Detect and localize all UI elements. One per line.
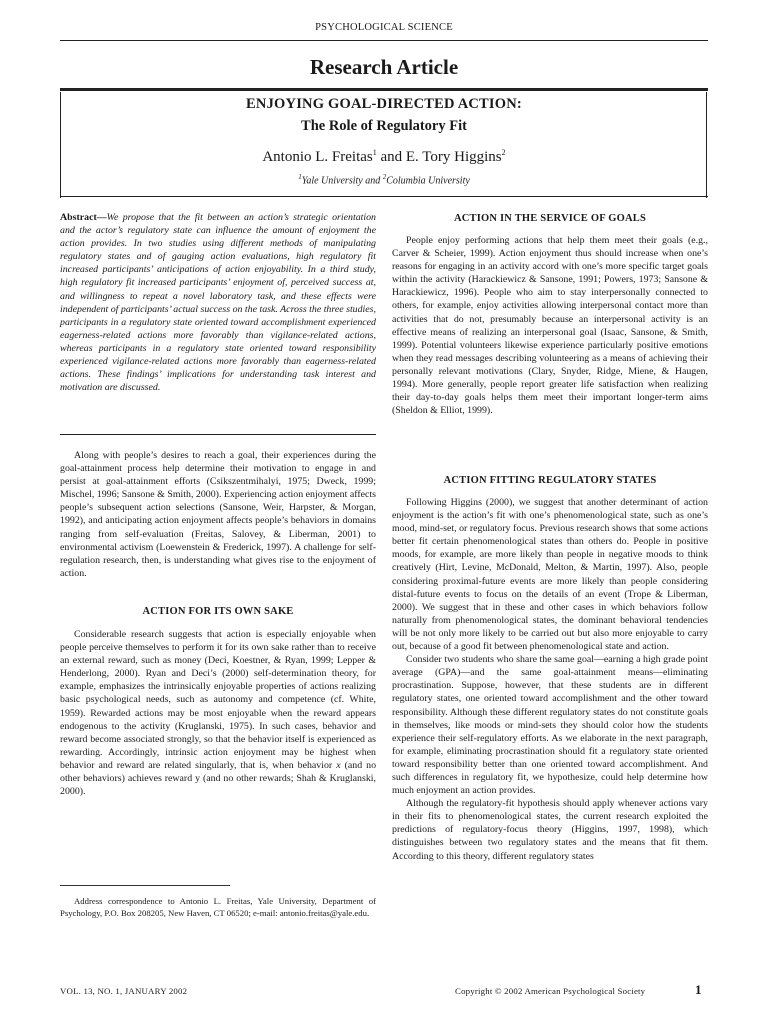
own-sake-variable-x: x [336,759,341,771]
regulatory-para-2: Consider two students who share the same goal—earning a high grade point average (GPA)—and the same goal-attainment means—eliminating procrastination. Suppose, however, that these students are in different regulatory states, one oriented toward accomplishment and the other toward responsibility. Although these different regulatory states do not constitute goals in themselves, like moods or mind-sets they should color how the students experience their self-regulatory efforts. As we elaborate in the next paragraph, for example, eliminating procrastination should fit a regulatory state oriented toward responsibility better than one oriented toward accomplishment. And such differences in regulatory fit, we hypothesize, could help determine how much enjoyment an action provides. [392,654,708,797]
service-goals-paragraph [392,234,708,417]
section-heading-regulatory: ACTION FITTING REGULATORY STATES [443,475,657,486]
affil-1-mark: 1 [298,173,302,181]
section-heading-service-goals: ACTION IN THE SERVICE OF GOALS [453,213,647,224]
abstract-lead: Abstract— [60,212,107,223]
section-heading-own-sake: ACTION FOR ITS OWN SAKE [142,606,294,617]
affil-2-mark: 2 [382,173,387,181]
author-1-mark: 1 [372,148,377,157]
intro-paragraph [60,449,376,580]
page-number: 1 [695,982,702,997]
regulatory-para-3: Although the regulatory-fit hypothesis should apply whenever actions vary in their fits to phenomenological states, the current research exploited the predictions of regulatory-focus theory (Higgins, 1997, 1998), which distinguishes between two regulatory states and the means that fit them. According to this theory, different regulatory states [392,798,708,862]
regulatory-para-1: Following Higgins (2000), we suggest that another determinant of action enjoyment is the action’s fit with one’s phenomenological state, such as one’s mood, mind-set, or regulatory focus. Previous research shows that some actions better fit certain phenomenological states than others do. People in positive moods, for example, are more likely than people in negative moods to think creatively (Hirt, Levine, McDonald, Melton, & Martin, 1997). Also, people considering proximal-future events are more likely than people considering distal-future events to focus on the details of an event (Trope & Liberman, 2000). We suggest that in these and other cases in which behaviors follow naturally from phenomenological states, the dominant behavioral tendencies will be not only more likely to be carried out but also more enjoyable to carry out, because of a good fit between phenomenological state and action. [392,497,708,653]
copyright: Copyright © 2002 American Psychological Society [455,986,646,996]
title-bottom-rule [60,196,708,197]
affil-2: Columbia University [386,175,470,187]
article-title: ENJOYING GOAL-DIRECTED ACTION: [246,96,522,112]
correspondence-footnote [60,895,376,919]
service-goals-text: People enjoy performing actions that help them meet their goals (e.g., Carver & Scheier, 1999). Action enjoyment thus should increase when one’s reasons for engaging in an activity accord with one’s more specific target goals within the activity (Harackiewicz & Sansone, 1991; Powers, 1973; Sansone & Harackiewicz, 1996). People who aim to stay interpersonally connected to others, for example, enjoy activities allowing interpersonal contact more than activities that do not, presumably because an interpersonal activity is an effective means of realizing an interpersonal goal (Isaac, Sansone, & Smith, 1999). Potential volunteers likewise experience particularly positive emotions when they read messages describing volunteering as a means of achieving their personally relevant motivations (Clary, Snyder, Ridge, Miene, & Haugen, 1994). More generally, people report greater life satisfaction when realizing their day-to-day goals helps them meet their important longer-term aims (Sheldon & Elliot, 1999). [392,235,708,417]
header-rule [60,40,708,41]
journal-name: PSYCHOLOGICAL SCIENCE [315,22,453,33]
affiliations [0,173,768,186]
abstract-rule [60,434,376,435]
header-thick-rule [60,88,708,91]
volume-info: VOL. 13, NO. 1, JANUARY 2002 [60,986,188,996]
affil-1: Yale University and [301,175,383,187]
own-sake-text: Considerable research suggests that action is especially enjoyable when people perceive themselves to perform it for its own sake rather than to receive an external reward, such as money (Deci, Koestner, & Ryan, 1999; Lepper & Henderlong, 2000). Ryan and Deci’s (2000) self-determination theory, for example, emphasizes the intrinsically enjoyable properties of actions realizing basic psychological needs, such as autonomy and competence (cf. White, 1959). Rewarded actions may be most enjoyable when the reward appears endogenous to the activity (Kruglanski, 1975). In such cases, behavior and reward become associated strongly, so that the behavior itself is experienced as rewarding. Accordingly, intrinsic action enjoyment may be highest when behavior and reward are related singularly, that is, when behavior [60,629,376,771]
author-2-mark: 2 [501,148,506,157]
abstract [60,211,376,394]
footnote-text: Address correspondence to Antonio L. Freitas, Yale University, Department of Psychology, P.O. Box 208205, New Haven, CT 06520; e-mail: antonio.freitas@yale.edu. [60,896,376,919]
article-subtitle: The Role of Regulatory Fit [301,118,467,134]
regulatory-section-body [392,496,708,863]
article-type: Research Article [309,55,459,79]
intro-text: Along with people’s desires to reach a goal, their experiences during the goal-attainment process help determine their motivation to engage in and persist at goal-attainment efforts (Csikszentmihalyi, 1975; Dweck, 1999; Mischel, 1996; Sansone & Smith, 2000). Experiencing action enjoyment affects people’s subsequent action selections (Sansone, Weir, Harpster, & Morgan, 1992), and anticipating action enjoyment affects people’s behaviors in domains ranging from self-evaluation (Freitas, Salovey, & Liberman, 2001) to environmental activism (Loewenstein & Frederick, 1997). A challenge for self-regulation research, then, is understanding what gives rise to the enjoyment of action. [60,450,376,579]
author-1: Antonio L. Freitas [262,149,373,165]
abstract-text: We propose that the fit between an action’s strategic orientation and the actor’s regulatory state can influence the amount of enjoyment the action provides. In two studies using different methods of manipulating regulatory states and of gauging action evaluations, high regulatory fit increased participants’ anticipations of action enjoyability. In a third study, high regulatory fit increased participants’ enjoyment of, perceived success at, and willingness to repeat a novel laboratory task, and these effects were independent of participants’ actual success on the task. Across the three studies, participants in a regulatory state oriented toward accomplishment experienced eagerness-related actions more favorably than vigilance-related actions, whereas participants in a regulatory state oriented toward responsibility experienced vigilance-related actions more favorably than eagerness-related actions. These findings’ implications for understanding task interest and motivation are discussed. [60,212,376,394]
own-sake-paragraph [60,628,376,798]
author-2: and E. Tory Higgins [376,149,502,165]
author-line [0,148,768,166]
own-sake-text-end: (and no other behaviors) achieves reward y (and no other rewards; Shah & Kruglanski, 2000). [60,759,377,798]
footnote-rule [60,885,230,886]
